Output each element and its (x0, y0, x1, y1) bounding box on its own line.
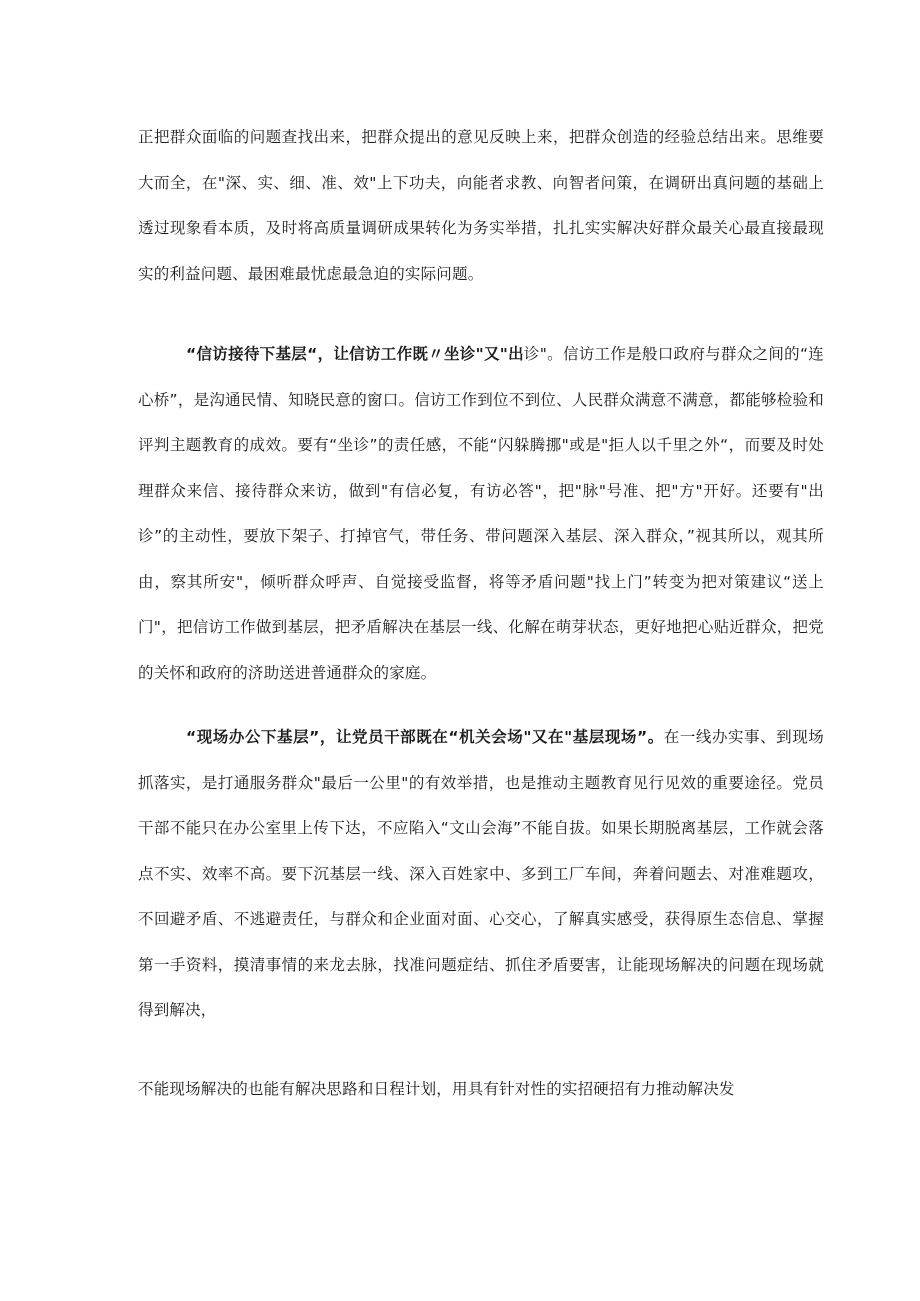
paragraph-2 (138, 332, 824, 696)
paragraph-4 (138, 1067, 824, 1113)
paragraph-4-text: 不能现场解决的也能有解决思路和日程计划，用具有针对性的实招硬招有力推动解决发 (138, 1080, 735, 1098)
paragraph-3-heading: “现场办公下基层”，让党员干部既在“机关会场"又在"基层现场”。 (186, 728, 664, 746)
paragraph-2-text: 诊"。信访工作是般口政府与群众之间的“连心桥”，是沟通民情、知晓民意的窗口。信访工作到位不到位、人民群众满意不满意，都能够检验和评判主题教育的成效。要有“坐诊”的责任感，不能“闪躲腾挪"或是"拒人以千里之外“，而要及时处理群众来信、接待群众来访，做到"有信必复，有访必答"，把"脉"号准、把"方"开好。还要有"出诊”的主动性，要放下架子、打掉官气，带任务、带问题深入基层、深入群众，”视其所以，观其所由，察其所安"，倾听群众呼声、自觉接受监督，将等矛盾问题"找上门”转变为把对策建议“送上门"，把信访工作做到基层，把矛盾解决在基层一线、化解在萌芽状态，更好地把心贴近群众，把党的关怀和政府的济助送进普通群众的家庭。 (138, 345, 824, 682)
paragraph-2-heading: “信访接待下基层“，让信访工作既〃坐诊"又"出 (186, 345, 524, 363)
paragraph-1-text: 正把群众面临的问题查找出来，把群众提出的意见反映上来，把群众创造的经验总结出来。思维要大而全，在"深、实、细、准、效"上下功夫，向能者求教、向智者问策，在调研出真问题的基础上透过现象看本质，及时将高质量调研成果转化为务实举措，扎扎实实解决好群众最关心最直接最现实的利益问题、最困难最忧虑最急迫的实际问题。 (138, 128, 824, 283)
paragraph-3-text: 在一线办实事、到现场抓落实，是打通服务群众"最后一公里"的有效举措，也是推动主题教育见行见效的重要途径。党员干部不能只在办公室里上传下达，不应陷入“文山会海”不能自拔。如果长期脱离基层，工作就会落点不实、效率不高。要下沉基层一线、深入百姓家中、多到工厂车间，奔着问题去、对准难题攻，不回避矛盾、不逃避责任，与群众和企业面对面、心交心，了解真实感受，获得原生态信息、掌握第一手资料，摸清事情的来龙去脉，找准问题症结、抓住矛盾要害，让能现场解决的问题在现场就得到解决， (138, 728, 824, 1019)
paragraph-1 (138, 115, 824, 297)
paragraph-3 (138, 715, 824, 1034)
